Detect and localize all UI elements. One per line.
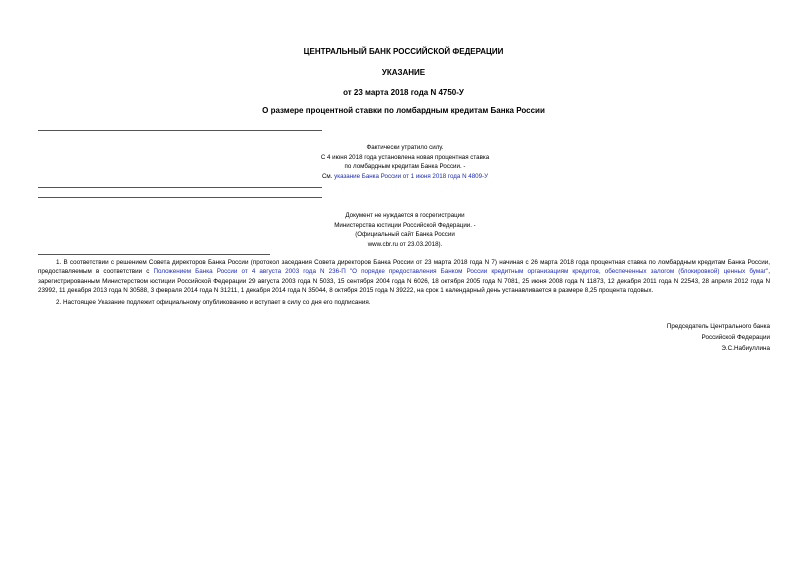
status-note-line [290,172,520,182]
registration-note-line: Документ не нуждается в госрегистрации [345,212,465,219]
paragraph-1-text: 1. В соответствии с решением Совета директоров Банка России (протокол заседания Совета директоров Банка России от 23 марта 2018 года N 7) начиная с 26 марта 2018 года процентная ставка по ломбардным кредитам Банка России, предоставляемым в соответствии с [38,259,770,276]
document-type-heading: УКАЗАНИЕ [381,68,426,77]
paragraph-2: 2. Настоящее Указание подлежит официальному опубликованию и вступает в силу со дня его подписания. [56,299,371,307]
status-note-line: по ломбардным кредитам Банка России. - [344,163,466,170]
separator-line [38,130,322,131]
status-note [290,143,520,181]
status-note-line: Фактически утратило силу. [366,144,444,151]
signatory-name: Э.С.Набиуллина [721,345,770,352]
document-title: О размере процентной ставки по ломбардным кредитам Банка России [262,106,545,115]
separator-line [38,197,322,198]
status-note-line: С 4 июня 2018 года установлена новая процентная ставка [320,153,490,161]
registration-note-line: www.cbr.ru от 23.03.2018). [367,240,443,248]
paragraph-1 [38,258,770,295]
separator-line [38,187,322,188]
signature-block [667,321,770,354]
regulation-236p-link[interactable]: Положением Банка России от 4 августа 2003 года N 236-П "О порядке предоставления Банком России кредитным организациям кредитов, обеспеченных залогом (блокировкой) ценных бумаг" [153,268,769,276]
paragraph-1-text-end: , зарегистрированным Министерством юстиции Российской Федерации 29 августа 2003 года N 5033, 15 сентября 2004 года N 6026, 18 октября 2005 года N 7081, 25 июня 2008 года N 11873, 12 декабря 2011 года N 22543, 28 апреля 2012 года N 23992, 11 декабря 2013 года N 30588, 3 февраля 2014 года N 31211, 1 декабря 2014 года N 35044, 8 октября 2015 года N 39222, на срок 1 календарный день устанавливается в размере 8,25 процента годовых. [38,268,770,294]
issuer-heading: ЦЕНТРАЛЬНЫЙ БАНК РОССИЙСКОЙ ФЕДЕРАЦИИ [303,47,504,56]
signatory-position: Российской Федерации [701,334,770,341]
status-note-prefix: См. [321,172,335,180]
document-body [38,258,770,307]
registration-note [290,211,520,249]
amending-document-link[interactable]: указание Банка России от 1 июня 2018 года N 4809-У [334,172,489,180]
separator-line [38,254,270,255]
registration-note-line: (Официальный сайт Банка России [355,231,455,238]
registration-note-line: Министерства юстиции Российской Федерации. - [334,221,476,229]
signatory-position: Председатель Центрального банка [666,323,770,330]
document-date-number: от 23 марта 2018 года N 4750-У [343,88,464,97]
